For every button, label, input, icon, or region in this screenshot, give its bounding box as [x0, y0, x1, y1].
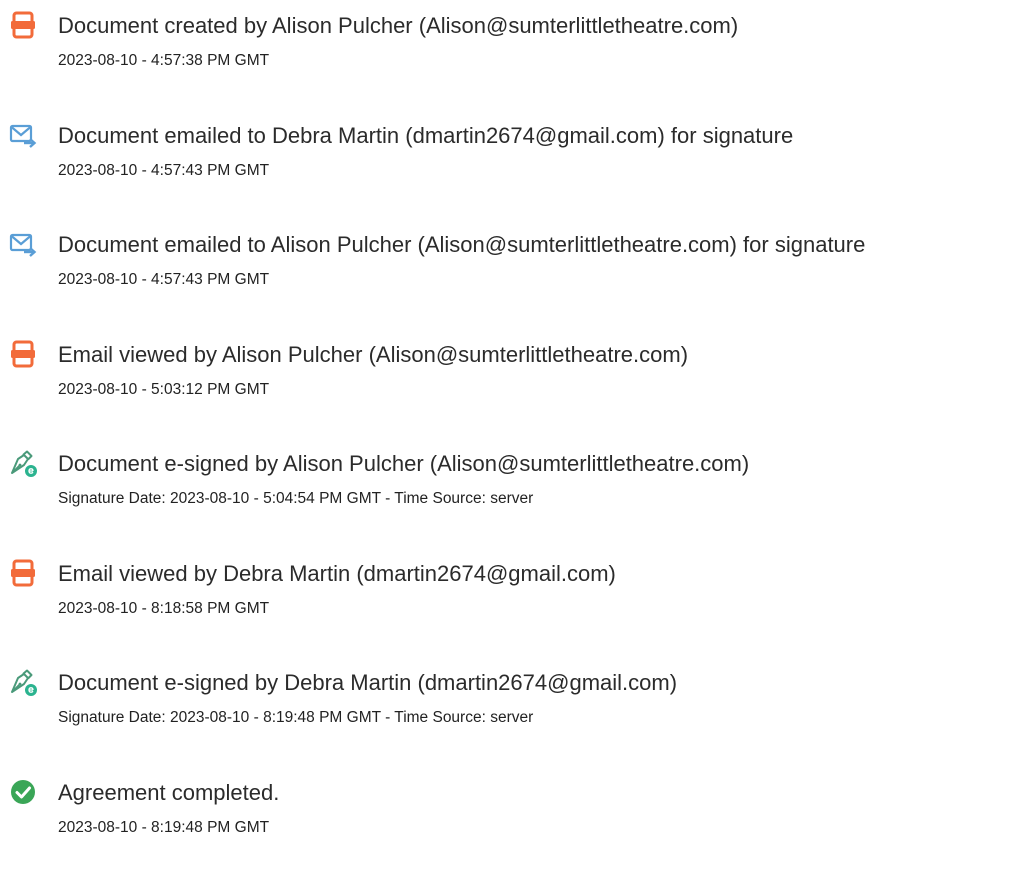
event-timestamp: 2023-08-10 - 4:57:43 PM GMT — [58, 271, 270, 288]
audit-event — [0, 657, 1036, 737]
email-icon — [8, 229, 38, 259]
document-icon — [8, 10, 38, 40]
audit-event — [0, 110, 1036, 190]
event-timestamp: 2023-08-10 - 8:19:48 PM GMT — [58, 819, 270, 836]
event-timestamp: 2023-08-10 - 8:18:58 PM GMT — [58, 600, 270, 617]
audit-event — [0, 329, 1036, 409]
event-title: Document emailed to Debra Martin (dmartin2674@gmail.com) for signature — [58, 123, 794, 148]
event-title: Email viewed by Debra Martin (dmartin2674@gmail.com) — [58, 561, 616, 586]
document-icon — [8, 339, 38, 369]
event-title: Email viewed by Alison Pulcher (Alison@sumterlittletheatre.com) — [58, 342, 689, 367]
event-timestamp: Signature Date: 2023-08-10 - 8:19:48 PM GMT - Time Source: server — [58, 709, 534, 726]
check-circle-icon — [8, 777, 38, 807]
event-timestamp: 2023-08-10 - 5:03:12 PM GMT — [58, 381, 270, 398]
event-title: Document created by Alison Pulcher (Alison@sumterlittletheatre.com) — [58, 13, 739, 38]
audit-event — [0, 548, 1036, 628]
event-timestamp: 2023-08-10 - 4:57:43 PM GMT — [58, 162, 270, 179]
audit-event — [0, 219, 1036, 299]
document-icon — [8, 558, 38, 588]
event-title: Document e-signed by Debra Martin (dmartin2674@gmail.com) — [58, 670, 678, 695]
event-title: Document e-signed by Alison Pulcher (Alison@sumterlittletheatre.com) — [58, 451, 750, 476]
audit-event — [0, 438, 1036, 518]
event-timestamp: Signature Date: 2023-08-10 - 5:04:54 PM GMT - Time Source: server — [58, 490, 534, 507]
email-icon — [8, 120, 38, 150]
event-timestamp: 2023-08-10 - 4:57:38 PM GMT — [58, 52, 270, 69]
event-title: Agreement completed. — [58, 780, 280, 805]
audit-event — [0, 0, 1036, 80]
esign-pen-icon — [8, 667, 38, 697]
esign-pen-icon — [8, 448, 38, 478]
event-title: Document emailed to Alison Pulcher (Alison@sumterlittletheatre.com) for signature — [58, 232, 866, 257]
audit-event — [0, 767, 1036, 847]
